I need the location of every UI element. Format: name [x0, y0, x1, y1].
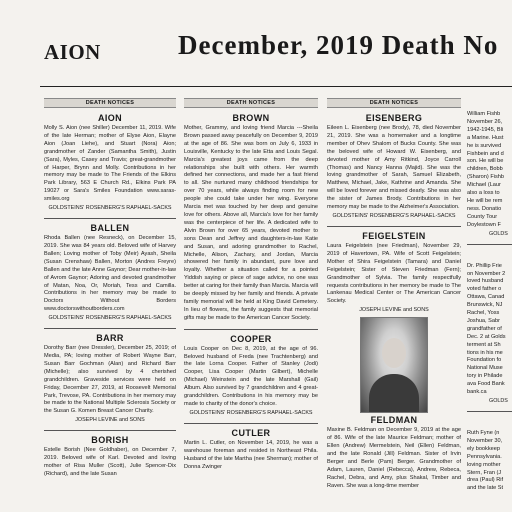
notice-line: ava Food Bank	[467, 381, 505, 388]
notice-line: a Marine. Hust	[467, 134, 504, 141]
section-bar: DEATH NOTICES	[327, 98, 461, 108]
column-1	[44, 98, 176, 512]
notice-text: Martin L. Cutler, on November 14, 2019, he was a warehouse foreman and resided in Northeast Phila. Husband of the late Martha (nee Sherman); mother of Donna Zwinger	[184, 439, 318, 470]
notice-line: Ottawa, Canad	[467, 294, 505, 301]
notice-line: Brunswick, NJ	[467, 302, 503, 309]
section-bar: DEATH NOTICES	[44, 98, 176, 108]
column-spacer	[467, 98, 512, 111]
notice-line: ness. Donatio	[467, 205, 502, 212]
running-head-name: AION	[44, 40, 101, 64]
notice-text: Laura Feigelstein (nee Friedman), November 29, 2019 of Havertown, PA. Wife of Scott Feigelstein; Mother of Shira Feigelstein (Tamara) and Daniel Feigelstein; Sister of Steven Friedman (Fern); Grandmother of Sylvia. The family respectfully requests contributions in her memory be made to The Lankenau Medical Center or The American Cancer Society.	[327, 242, 461, 305]
notice-eisenberg	[327, 113, 461, 220]
funeral-home: JOSEPH LEVINE and SONS	[75, 417, 145, 424]
notice-line: tory in Philade	[467, 373, 503, 380]
funeral-home: GOLDSTEINS' ROSENBERG'S RAPHAEL-SACKS	[189, 409, 313, 416]
notice-line: also a loss to	[467, 190, 500, 197]
notice-text: Maxine B. Feldman on December 9, 2019 at the age of 86. Wife of the late Maurice Feldman; mother of Ellen (Andrew) Mermelstein, Neil (Ellen) Feldman, and the late Ronald (Jill) Feldman. Sister of Irvin Berger and Berle (Pam) Berger. Grandmother of Adam, Lauren, Daniel (Rebecca), Andrew, Rebeca, Rachel, Debra, and Amy, plus Shakal, Timber and Raven. She was a long-time member	[327, 427, 461, 489]
notice-ballen	[44, 223, 176, 322]
column-2	[184, 98, 318, 512]
notice-text: Rhoda Ballen (nee Resneck), on December 15, 2019. She was 84 years old. Beloved wife of Harvey Ballen; Loving mother of Toby (Meir) Ayash, Sheila (Susan Crenshaw) Ballen, Morton (Andres Freyre) Ballen and the late Anne Gaynor; Dear mother-in-law of Avrom Gaynor; Adoring and devoted grandmother of Matan, Noa, Or, Moriah, Tess and Camilla. Contributions in her memory may be made to Doctors Without Borders www.doctorswithoutborders.com	[44, 235, 176, 313]
notice-text: Louis Cooper on Dec 8, 2019, at the age of 96. Beloved husband of Freda (nee Trachtenberg) and the late Lorna Cooper. Father of Stanley (Jodi) Cooper, Lisa Cooper (Martin Gilbert), Michelle (Michael) Weinstein and the late Marshall (Gail) Album. Also survived by 7 grandchildren and 4 great-grandchildren. Contributions in his memory may be made to charity of the donor's choice.	[184, 345, 318, 407]
funeral-home: GOLDSTEINS' ROSENBERG'S RAPHAEL-SACKS	[332, 212, 456, 219]
notice-fyne	[467, 430, 512, 493]
notice-name: EISENBERG	[365, 113, 423, 123]
funeral-home: GOLDS	[489, 398, 508, 404]
notice-line: on November 2	[467, 270, 506, 277]
header-rule	[40, 86, 512, 87]
notice-line: (Sharon) Fishb	[467, 174, 504, 181]
notice-line: loved husband	[467, 278, 504, 285]
notice-name: FELDMAN	[370, 415, 418, 426]
funeral-home: GOLDS	[489, 230, 508, 237]
notice-line: County Tour	[467, 213, 498, 220]
notice-text: Mother, Grammy, and loving friend Marcia ---Sheila Brown passed away peacefully on December 9, 2019 at the age of 86. She was born on July 6, 1933 in Louisville, Kentucky to the late Etta and Louis Segal. Marcia's greatest joys came from the deep relationships she built with others. Her warmth defined her connections, and made her a fast friend to all. She nurtured many childhood friendships for over 70 years, while always finding room for new people she could take under her wing. Everyone Marcia met was touched by her deep and genuine love for others. Above all, Marcia's love for her family was the centerpiece of her life. A dedicated wife to Alvin Brown for over 65 years, devoted mother to sons Dean and Jeffrey and daughters-in-law Katie and Susan, and adoring grandmother to Rachel, Michelle, Alison, Zachary, and Jordan, Marcia showered her family in abundant, pure love and loyalty. Whether a situation called for a pointed Yiddish saying or piece of sage advice, no one was better at caring for their family than Marcia. Marcia will be deeply missed by her family and friends. A private family memorial will be held at King David Cemetery. In lieu of flowers, the family suggests that memorial gifts may be made to the American Cancer Society.	[184, 125, 318, 321]
notice-line: National Muse	[467, 365, 503, 372]
notice-aion	[44, 113, 176, 212]
page-header	[0, 0, 512, 86]
portrait-photo	[360, 317, 428, 413]
notice-borish	[44, 435, 176, 479]
notice-line: Foundation fo	[467, 357, 502, 364]
notice-line: Ruth Fyne (n	[467, 430, 500, 436]
notice-name: BORISH	[91, 435, 129, 446]
notice-line: Fishbein and d	[467, 150, 504, 157]
column-3	[327, 98, 461, 512]
notice-line: 1942-1945, Bli	[467, 126, 504, 133]
page-dateline: December, 2019 Death No	[178, 30, 499, 60]
column-spacer	[467, 249, 512, 263]
notice-line: Doylestown F	[467, 221, 501, 228]
notice-separator	[44, 218, 176, 219]
notice-friedman	[467, 263, 512, 397]
funeral-home: JOSEPH LEVINE and SONS	[359, 307, 429, 314]
notice-line: voted father o	[467, 286, 502, 293]
section-bar: DEATH NOTICES	[184, 98, 318, 108]
notice-line: children, Bobb	[467, 166, 503, 173]
notice-barr	[44, 333, 176, 424]
notice-text: Eileen L. Eisenberg (nee Brody), 78, died November 21, 2019. She was a homemaker and a longtime member of Ohev Shalom of Bucks County. She was the beloved wife of Howard W. Eisenberg, and devoted mother of Amy Ritkind, Joyce Carroll (Thomas) and Nancy Hanna (Majid). She was the loving grandmother of Sarah, Samuel Elizabeth, Matthew, Michael, Jake, Kathrine and Amanda. She will be loved forever and missed dearly. She was also the sister of James Brody. Contributions in her memory may be made to the Alzheimer's Association.	[327, 125, 461, 211]
notice-line: Dec. 2 at Golds	[467, 333, 506, 340]
notice-line: son. He will be	[467, 158, 504, 165]
notice-name: BROWN	[232, 113, 270, 123]
notice-line: loving mother	[467, 461, 501, 468]
notice-line: Dr. Phillip Frie	[467, 262, 502, 269]
notice-fishbein	[467, 111, 512, 230]
notice-line: tions in his me	[467, 349, 503, 356]
notice-separator	[44, 328, 176, 329]
notice-line: and the late St	[467, 485, 504, 492]
notice-line: He will be rem	[467, 197, 503, 204]
column-spacer	[467, 416, 512, 430]
portrait-face	[382, 338, 406, 368]
notice-line: November 26,	[467, 118, 503, 125]
notice-line: he is survived	[467, 142, 502, 149]
notice-line: Pennsylvania.	[467, 453, 502, 460]
notice-feldman	[327, 415, 461, 490]
notice-cutler	[184, 428, 318, 472]
funeral-home: GOLDSTEINS' ROSENBERG'S RAPHAEL-SACKS	[48, 205, 172, 212]
portrait-body	[369, 374, 419, 412]
notice-separator	[184, 423, 318, 424]
notice-name: FEIGELSTEIN	[362, 230, 426, 241]
notice-brown	[184, 113, 318, 323]
notice-separator	[467, 244, 512, 245]
notice-text: Dorothy Barr (nee Dressler), December 25, 2019; of Media, PA; loving mother of Robert Wayne Barr, Susan Barr Gochman (Alan) and Richard Barr (Michelle); also survived by 4 cherished grandchildren. Graveside services were held on Friday, December 27, 2019, at Roosevelt Memorial Park, Trevose, PA. Contributions in her memory may be made to the National Multiple Sclerosis Society or the Susan G. Komen Breast Cancer Charity.	[44, 345, 176, 415]
notice-line: Joshua, Sabr	[467, 317, 500, 324]
notice-cooper	[184, 334, 318, 417]
notice-line: drea (Paul) Rif	[467, 477, 504, 484]
notice-separator	[44, 430, 176, 431]
notice-feigelstein	[327, 231, 461, 314]
notice-line: William Fishb	[467, 111, 501, 117]
notice-line: November 30,	[467, 437, 503, 444]
notice-line: ely bookkeep	[467, 445, 500, 452]
notice-line: terment at Sh	[467, 341, 501, 348]
notice-text: Estelle Borish (Nee Goldhaber), on December 7, 2019. Beloved wife of Karl. Devoted and loving mother of Risa Muller (Scott), Julie Spencer-Dix (Richard), and the late Susan	[44, 447, 176, 477]
notice-separator	[184, 329, 318, 330]
notice-line: Rachel, Yoss	[467, 310, 500, 317]
notice-text: Molly S. Aion (nee Shiller) December 11, 2019. Wife of the late Herman; mother of Elyse Aion, Elayne Aion (Joan Liehe), and Stuart (Nora) Aion; grandmother of Zander (Samantha Smith), Justin (Sara), Myles, Casey and Travis; great-grandmother of Harper, Brynn and Molly. Contributions in her memory may be made to The Friends of the Elkins Park Library, 563 E Church Rd., Elkins Park PA 19027 or Sara's Smiles Foundation www.saras-smiles.org	[44, 125, 176, 203]
notice-name: AION	[97, 113, 123, 123]
column-4	[467, 98, 512, 512]
notice-name: CUTLER	[231, 427, 271, 438]
notice-line: bank.ca	[467, 389, 487, 396]
notice-name: BALLEN	[90, 223, 130, 234]
notice-separator	[467, 411, 512, 412]
notice-name: BARR	[96, 333, 124, 344]
funeral-home: GOLDSTEINS' ROSENBERG'S RAPHAEL-SACKS	[48, 315, 172, 322]
notice-line: grandfather of	[467, 325, 502, 332]
notice-line: Stern, Fran (J	[467, 469, 502, 476]
notice-name: COOPER	[230, 333, 272, 344]
notice-line: Michael (Laur	[467, 182, 501, 189]
notice-separator	[327, 226, 461, 227]
